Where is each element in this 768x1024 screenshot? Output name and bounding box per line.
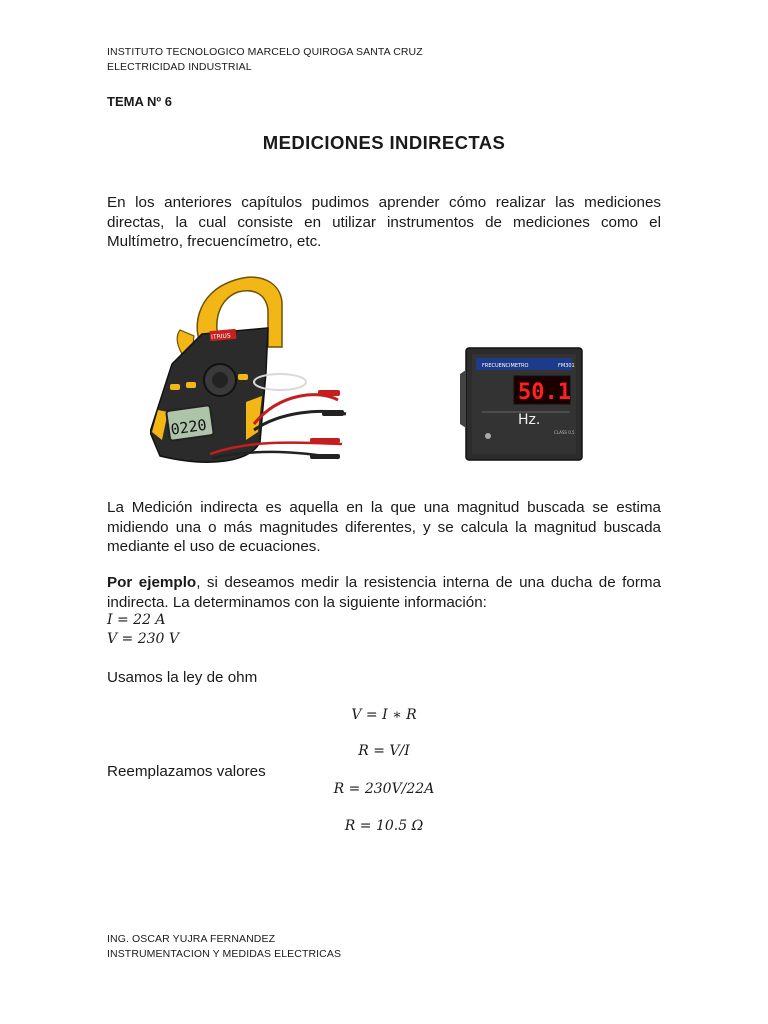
svg-text:CLASS 0.5: CLASS 0.5 <box>554 430 575 435</box>
page-title: MEDICIONES INDIRECTAS <box>262 132 506 153</box>
clamp-display-value: 0220 <box>169 415 208 439</box>
frequency-meter-photo <box>458 344 588 464</box>
example-lead: Por ejemplo <box>107 574 197 591</box>
svg-text:FRECUENCIMETRO: FRECUENCIMETRO <box>482 363 529 369</box>
frequency-display-value: 50.1 <box>518 380 571 405</box>
frequency-model-label: FM301 <box>558 363 575 369</box>
example-text: , si deseamos medir la resistencia interna de una ducha de forma indirecta. La determinamos con la siguiente información: <box>107 574 661 611</box>
equation-ohm: V = I ∗ R <box>351 707 417 723</box>
clamp-brand-label: ITRIUS <box>210 332 231 342</box>
ohm-law-text: Usamos la ley de ohm <box>107 669 258 686</box>
footer-author: ING. OSCAR YUJRA FERNANDEZ <box>107 933 276 945</box>
footer-course: INSTRUMENTACION Y MEDIDAS ELECTRICAS <box>107 948 342 960</box>
given-voltage: V = 230 V <box>107 631 180 647</box>
clamp-meter-photo <box>150 272 350 472</box>
given-current: I = 22 A <box>107 612 166 628</box>
frequency-unit-label: Hz. <box>518 412 541 428</box>
intro-paragraph: En los anteriores capítulos pudimos aprender cómo realizar las mediciones directas, la cual consiste en utilizar instrumentos de mediciones como el Multímetro, frecuencímetro, etc. <box>107 194 661 250</box>
replace-values-text: Reemplazamos valores <box>107 763 266 780</box>
equation-solved: R = V/I <box>358 743 410 759</box>
equation-result: R = 10.5 Ω <box>344 818 424 834</box>
section-number: TEMA Nº 6 <box>107 94 172 109</box>
equation-substituted: R = 230V/22A <box>333 781 435 797</box>
definition-paragraph: La Medición indirecta es aquella en la que una magnitud buscada se estima midiendo una o más magnitudes diferentes, y se calcula la magnitud buscada mediante el uso de ecuaciones. <box>107 499 661 555</box>
example-paragraph <box>107 573 661 612</box>
header-department: ELECTRICIDAD INDUSTRIAL <box>107 61 252 73</box>
header-institute: INSTITUTO TECNOLOGICO MARCELO QUIROGA SANTA CRUZ <box>107 46 423 58</box>
